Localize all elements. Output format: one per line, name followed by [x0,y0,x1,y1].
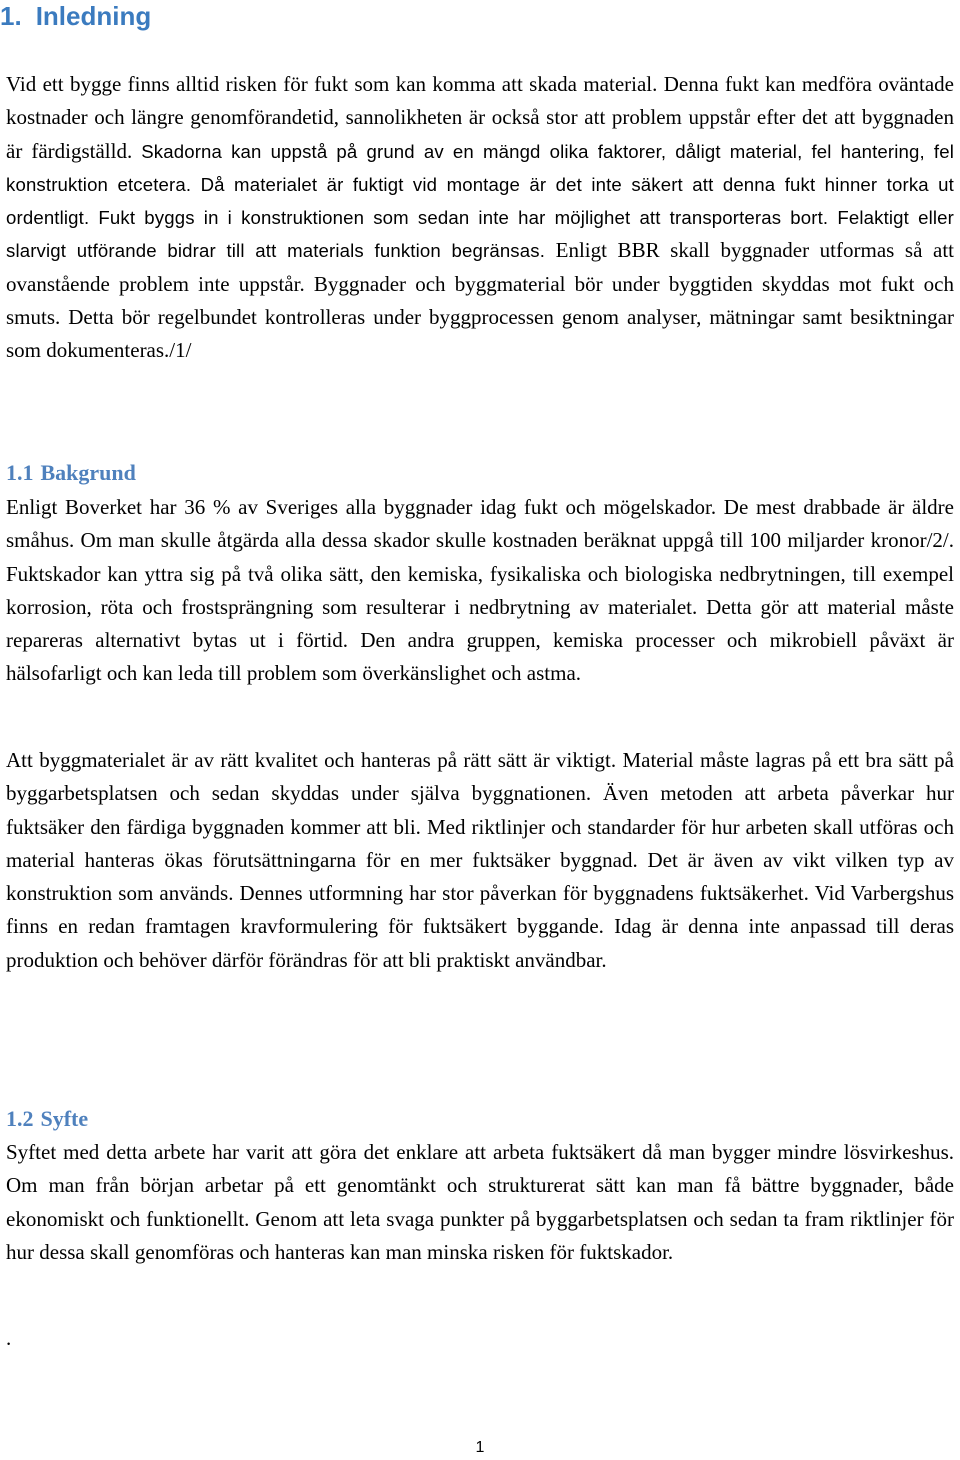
section-heading-bakgrund [6,458,954,488]
page-number: 1 [475,1439,485,1456]
chapter-number: 1. [0,1,22,31]
syfte-paragraph: Syftet med detta arbete har varit att göra det enklare att arbeta fuktsäkert då man bygger mindre lösvirkeshus. Om man från början arbetar på ett genomtänkt och strukturerat sätt kan man få bättre byggnader, både ekonomiskt och funktionellt. Genom att leta svaga punkter på byggarbetsplatsen och sedan ta fram riktlinjer för hur dessa skall genomföras och hanteras kan man minska risken för fuktskador. [6,1140,954,1264]
chapter-heading [0,0,151,32]
bakgrund-paragraph-1: Enligt Boverket har 36 % av Sveriges alla byggnader idag fukt och mögelskador. De mest drabbade är äldre småhus. Om man skulle åtgärda alla dessa skador skulle kostnaden beräknat uppgå till 100 miljarder kronor/2/. Fuktskador kan yttra sig på två olika sätt, den kemiska, fysikaliska och biologiska nedbrytningen, till exempel korrosion, röta och frostsprängning som resulterar i nedbrytning av materialet. Detta gör att material måste repareras alternativt bytas ut i förtid. Den andra gruppen, kemiska processer och mikrobiell påväxt är hälsofarligt och kan leda till problem som överkänslighet och astma. [6,495,954,686]
bakgrund-paragraph-2: Att byggmaterialet är av rätt kvalitet och hanteras på rätt sätt är viktigt. Material måste lagras på ett bra sätt på byggarbetsplatsen och sedan skyddas under själva byggnationen. Även metoden att arbeta påverkar hur fuktsäker den färdiga byggnaden kommer att bli. Med riktlinjer och standarder för hur arbeten skall utföras och material hanteras ökas förutsättningarna för en mer fuktsäker byggnad. Det är även av vikt vilken typ av konstruktion som används. Dennes utformning har stor påverkan för byggnadens fuktsäkerhet. Vid Varbergshus finns en redan framtagen kravformulering för fuktsäkert byggande. Idag är denna inte anpassad till deras produktion och behöver därför förändras för att bli praktiskt användbar. [6,748,954,972]
section-title: Syfte [40,1106,89,1131]
intro-sentence-1: Vid ett bygge finns alltid risken för fukt som kan komma att skada material. Denna fukt kan medföra oväntade kostnader och längre genomförandetid, sannolikheten är också stor att problem uppstår efter det att byggnaden är färdigställd. [6,72,954,163]
chapter-title: Inledning [35,1,152,31]
trailing-period: . [6,1326,12,1350]
intro-sentence-2: Skadorna kan uppstå på grund av en mängd olika faktorer, dåligt material, fel hantering, fel konstruktion etcetera. Då materialet är fuktigt vid montage är det inte säkert att denna fukt hinner torka ut ordentligt. Fukt byggs in i konstruktionen som sedan inte har möjlighet att transporteras bort. Felaktigt eller slarvigt utförande bidrar till att materials funktion begränsas. [6,140,954,262]
section-heading-syfte [6,1104,954,1134]
intro-sentence-3: Enligt BBR skall byggnader utformas så att ovanstående problem inte uppstår. Byggnader och byggmaterial bör under byggtiden skyddas mot fukt och smuts. Detta bör regelbundet kontrolleras under byggprocessen genom analyser, mätningar samt besiktningar som dokumenteras./1/ [6,238,955,363]
section-title: Bakgrund [40,460,136,485]
section-number: 1.1 [6,460,34,485]
section-number: 1.2 [6,1106,34,1131]
intro-paragraph [6,68,954,368]
